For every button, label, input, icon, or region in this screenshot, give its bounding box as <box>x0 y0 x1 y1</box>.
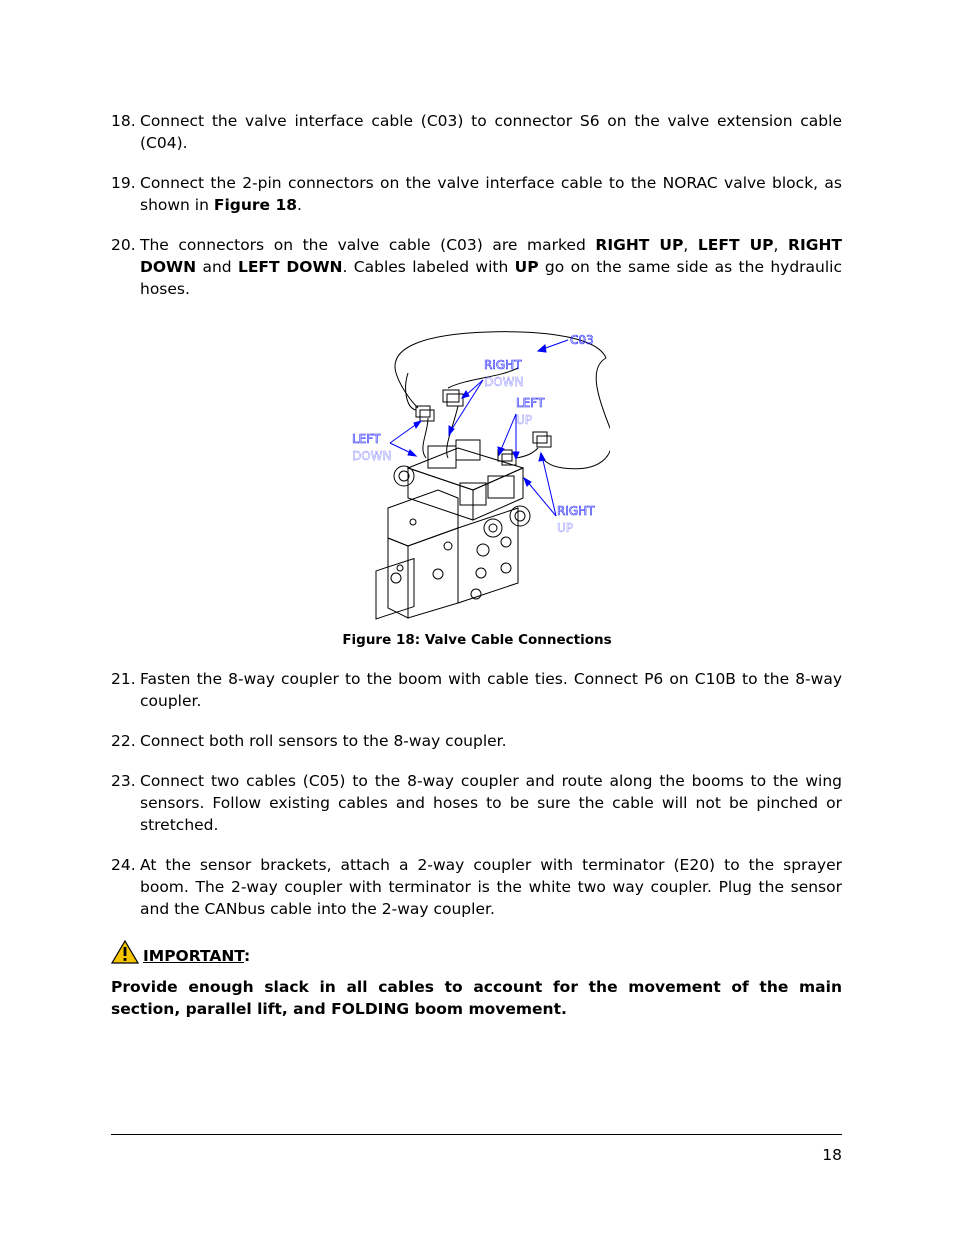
label-left-up-1: LEFT <box>516 396 545 410</box>
step-20 <box>111 234 842 300</box>
step-19 <box>111 172 842 216</box>
label-left-down-1: LEFT <box>352 432 381 446</box>
step-22 <box>111 730 842 752</box>
step-18 <box>111 110 842 154</box>
step-number: 19. <box>111 174 136 192</box>
warning-icon <box>111 940 139 964</box>
label-right-up-1: RIGHT <box>557 504 595 518</box>
label-right-down-2: DOWN <box>484 375 524 389</box>
label-c03: C03 <box>570 333 594 347</box>
step-text: Connect both roll sensors to the 8-way coupler. <box>140 732 507 750</box>
cable-c03-right <box>540 358 610 469</box>
step-number: 24. <box>111 856 136 874</box>
label-left-down-2: DOWN <box>352 449 392 463</box>
figure-caption: Figure 18: Valve Cable Connections <box>342 632 612 648</box>
step-number: 20. <box>111 236 136 254</box>
solenoid-nut-right <box>510 506 530 526</box>
valve-block-diagram <box>348 328 610 626</box>
step-23 <box>111 770 842 836</box>
connector-right-down <box>443 390 459 402</box>
step-text: Connect the valve interface cable (C03) to connector S6 on the valve extension cable (C04). <box>140 112 842 152</box>
step-21 <box>111 668 842 712</box>
step-text: The connectors on the valve cable (C03) are marked RIGHT UP, LEFT UP, RIGHT DOWN and LEFT DOWN. Cables labeled with UP go on the same side as the hydraulic hoses. <box>140 236 843 298</box>
step-text: Connect the 2-pin connectors on the valve interface cable to the NORAC valve block, as shown in Figure 18. <box>140 174 842 214</box>
page-number: 18 <box>822 1146 842 1164</box>
label-right-down-1: RIGHT <box>484 358 522 372</box>
step-24 <box>111 854 842 920</box>
important-heading: IMPORTANT: <box>111 940 250 965</box>
step-text: At the sensor brackets, attach a 2-way coupler with terminator (E20) to the sprayer boom. The 2-way coupler with terminator is the white two way coupler. Plug the sensor and the CANbus cable into the 2-way coupler. <box>140 856 842 918</box>
label-right-up-2: UP <box>557 521 574 535</box>
connector-right-up <box>533 432 547 443</box>
important-label: IMPORTANT <box>143 947 245 965</box>
step-text: Fasten the 8-way coupler to the boom with cable ties. Connect P6 on C10B to the 8-way coupler. <box>140 670 842 710</box>
step-number: 23. <box>111 772 136 790</box>
step-number: 18. <box>111 112 136 130</box>
step-text: Connect two cables (C05) to the 8-way coupler and route along the booms to the wing sensors. Follow existing cables and hoses to be sure the cable will not be pinched or stretched. <box>140 772 842 834</box>
footer-divider <box>111 1134 842 1135</box>
label-left-up-2: UP <box>516 413 533 427</box>
important-text: Provide enough slack in all cables to account for the movement of the main section, parallel lift, and FOLDING boom movement. <box>111 978 842 1018</box>
step-number: 22. <box>111 732 136 750</box>
step-number: 21. <box>111 670 136 688</box>
figure-reference: Figure 18 <box>213 196 298 214</box>
solenoid-nut-left <box>394 466 414 486</box>
